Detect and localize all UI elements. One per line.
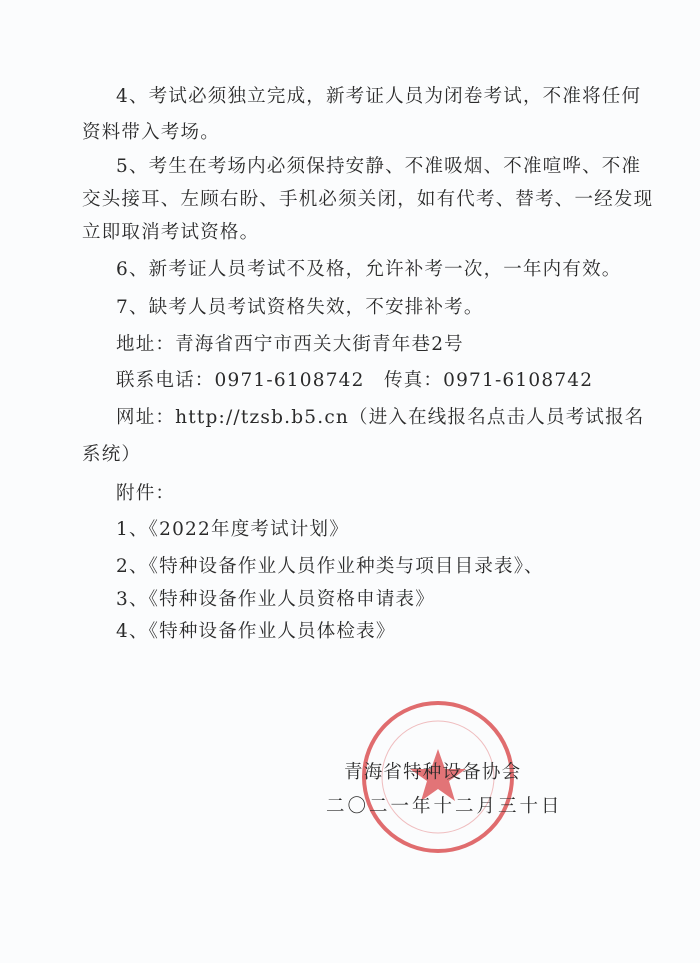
- phone: 联系电话：0971-6108742: [116, 370, 365, 391]
- attachment-item: 3、《特种设备作业人员资格申请表》: [116, 589, 435, 610]
- rule-5-cont-1: 交头接耳、左顾右盼、手机必须关闭，如有代考、替考、一经发现: [82, 189, 654, 210]
- rule-4-cont: 资料带入考场。: [82, 122, 220, 143]
- attachment-item: 2、《特种设备作业人员作业种类与项目目录表》、: [116, 556, 544, 577]
- attachment-item: 4、《特种设备作业人员体检表》: [116, 621, 396, 642]
- attachment-item: 1、《2022年度考试计划》: [116, 519, 349, 540]
- rule-4: 4、考试必须独立完成，新考证人员为闭卷考试，不准将任何: [116, 86, 642, 107]
- attachments-label: 附件：: [116, 483, 176, 504]
- address: 地址：青海省西宁市西关大街青年巷2号: [116, 334, 464, 355]
- signature-org: 青海省特种设备协会: [344, 762, 522, 783]
- fax: 传真：0971-6108742: [384, 370, 594, 391]
- rule-6: 6、新考证人员考试不及格，允许补考一次，一年内有效。: [116, 259, 622, 280]
- rule-5: 5、考生在考场内必须保持安静、不准吸烟、不准喧哗、不准: [116, 156, 642, 177]
- signature-date: 二〇二一年十二月三十日: [326, 796, 563, 817]
- website-cont: 系统）: [82, 444, 142, 465]
- rule-7: 7、缺考人员考试资格失效，不安排补考。: [116, 297, 484, 318]
- website: 网址：http://tzsb.b5.cn（进入在线报名点击人员考试报名: [116, 407, 645, 428]
- rule-5-cont-2: 立即取消考试资格。: [82, 222, 260, 243]
